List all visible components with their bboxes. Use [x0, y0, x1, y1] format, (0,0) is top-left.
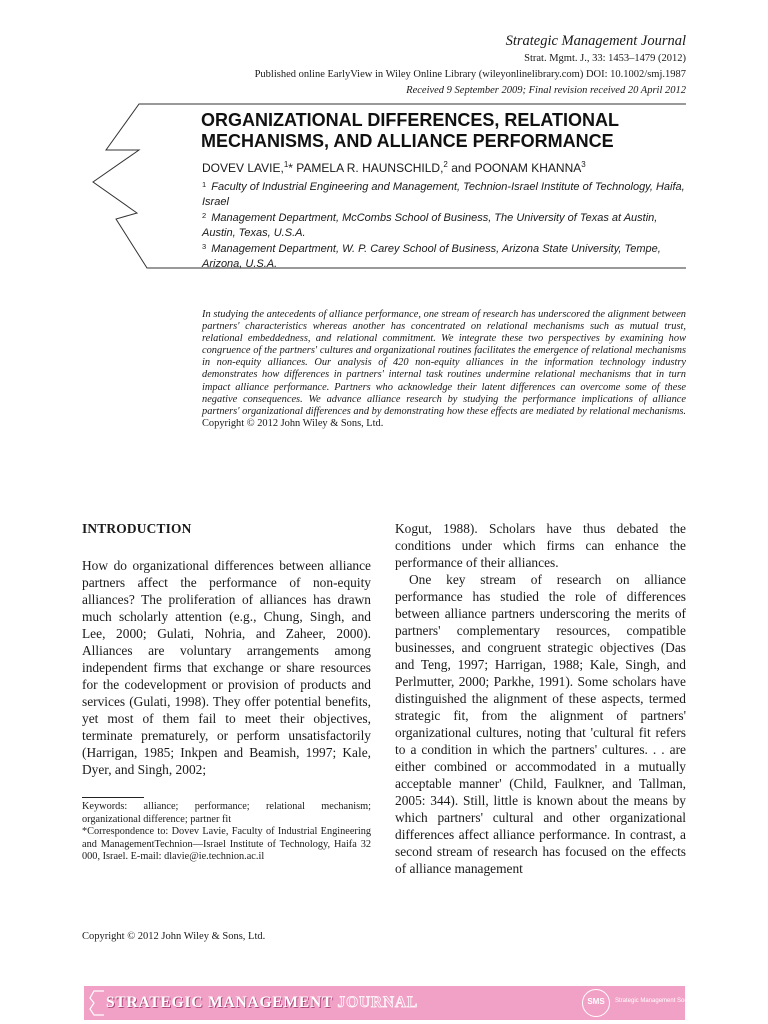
- affiliation-text: Management Department, W. P. Carey School of Business, Arizona State University, Tempe, Arizona, U.S.A.: [202, 243, 661, 270]
- body-paragraph: One key stream of research on alliance performance has studied the role of differences between alliance partners underscoring the merits of partners' complementary resources, compatible businesses, and congruent strategic objectives (Das and Teng, 1997; Harrigan, 1988; Kale, Singh, and Perlmutter, 2000; Parkhe, 1991). Some scholars have distinguished the alignment of these aspects, termed strategic fit, from the alignment of partners' organizational cultures, noting that 'cultural fit refers to a condition in which the partners' cultures. . . are either combined or accommodated in a mutually acceptable manner' (Child, Faulkner, and Tallman, 2005: 344). Still, little is known about the means by which partners' cultural and other organizational differences affect alliance performance. In contrast, a second stream of research has focused on the effects of alliance management: [395, 572, 686, 876]
- affiliation-1: [202, 178, 688, 209]
- article-title-line-1: ORGANIZATIONAL DIFFERENCES, RELATIONAL: [201, 110, 619, 130]
- journal-emblem-icon: [88, 989, 106, 1017]
- page-copyright: Copyright © 2012 John Wiley & Sons, Ltd.: [82, 931, 266, 942]
- affiliation-2: [202, 209, 688, 240]
- banner-title-main: STRATEGIC MANAGEMENT: [106, 994, 338, 1011]
- affiliation-text: Faculty of Industrial Engineering and Management, Technion-Israel Institute of Technology, Haifa, Israel: [202, 181, 685, 208]
- correspondence-note: *Correspondence to: Dovev Lavie, Faculty of Industrial Engineering and ManagementTechnion—Israel Institute of Technology, Haifa 32 000, Israel. E-mail: dlavie@ie.technion.ac.il: [82, 826, 371, 863]
- affiliations: [202, 178, 688, 271]
- affiliation-number: 3: [202, 242, 207, 251]
- footnote-divider: [82, 797, 144, 798]
- author-haunschild: PAMELA R. HAUNSCHILD,: [292, 161, 444, 175]
- author-khanna: and POONAM KHANNA: [447, 161, 582, 175]
- footnotes: [82, 801, 371, 864]
- citation: Strat. Mgmt. J., 33: 1453–1479 (2012): [524, 53, 686, 64]
- body-column-right: [395, 520, 686, 877]
- article-title-line-2: MECHANISMS, AND ALLIANCE PERFORMANCE: [201, 131, 614, 151]
- correspondence-mark: *: [288, 161, 293, 175]
- received-dates: Received 9 September 2009; Final revision received 20 April 2012: [406, 85, 686, 96]
- sms-society-name: Strategic Management Society: [615, 998, 697, 1004]
- affiliation-ref-1: 1: [283, 160, 289, 169]
- author-list: [202, 160, 586, 175]
- affiliation-ref-3: 3: [581, 160, 586, 169]
- article-title: [201, 110, 701, 152]
- publication-info: Published online EarlyView in Wiley Online Library (wileyonlinelibrary.com) DOI: 10.1002/smj.1987: [254, 69, 686, 80]
- journal-banner: [84, 986, 697, 1020]
- affiliation-ref-2: 2: [443, 160, 448, 169]
- body-column-left: [82, 520, 371, 778]
- abstract: [202, 309, 686, 430]
- affiliation-number: 1: [202, 180, 207, 189]
- section-heading-introduction: INTRODUCTION: [82, 521, 192, 536]
- body-paragraph: Kogut, 1988). Scholars have thus debated the conditions under which firms can enhance the performance of their alliances.: [395, 521, 686, 570]
- body-paragraph: How do organizational differences between alliance partners affect the performance of non-equity alliances? The proliferation of alliances has drawn much scholarly attention (e.g., Chung, Singh, and Lee, 2000; Gulati, Nohria, and Zaheer, 2000). Alliances are voluntary arrangements among independent firms that exchange or share resources for the codevelopment or provision of products and services (Gulati, 1998). They offer potential benefits, yet most of them fail to meet their objectives, terminate prematurely, or perform unsatisfactorily (Harrigan, 1985; Inkpen and Beamish, 1997; Kale, Dyer, and Singh, 2002;: [82, 558, 371, 777]
- affiliation-3: [202, 240, 688, 271]
- sms-logo: [582, 989, 610, 1017]
- affiliation-text: Management Department, McCombs School of Business, The University of Texas at Austin, Austin, Texas, U.S.A.: [202, 212, 658, 239]
- author-lavie: DOVEV LAVIE,: [202, 161, 284, 175]
- keywords: Keywords: alliance; performance; relational mechanism; organizational difference; partner fit: [82, 801, 371, 825]
- abstract-text: In studying the antecedents of alliance performance, one stream of research has underscored the alignment between partners' characteristics whereas another has concentrated on relational mechanisms such as mutual trust, relational embeddedness, and relational commitment. We integrate these two perspectives by examining how congruence of the partners' cultures and organizational routines facilitates the emergence of relational mechanisms in non-equity alliances. Our analysis of 420 non-equity alliances in the information technology industry demonstrates how differences in partners' internal task routines undermine relational mechanisms that in turn impact alliance performance. Partners who acknowledge their latent differences can overcome some of these negative consequences. We advance alliance research by studying the performance implications of alliance partners' organizational differences and by demonstrating how these effects are mediated by relational mechanisms.: [202, 309, 686, 417]
- affiliation-number: 2: [202, 211, 207, 220]
- journal-name: Strategic Management Journal: [505, 33, 686, 49]
- banner-title-outline: JOURNAL: [337, 994, 419, 1011]
- abstract-copyright: Copyright © 2012 John Wiley & Sons, Ltd.: [202, 417, 384, 429]
- sms-logo-text: SMS: [587, 997, 605, 1006]
- banner-title: [106, 994, 418, 1012]
